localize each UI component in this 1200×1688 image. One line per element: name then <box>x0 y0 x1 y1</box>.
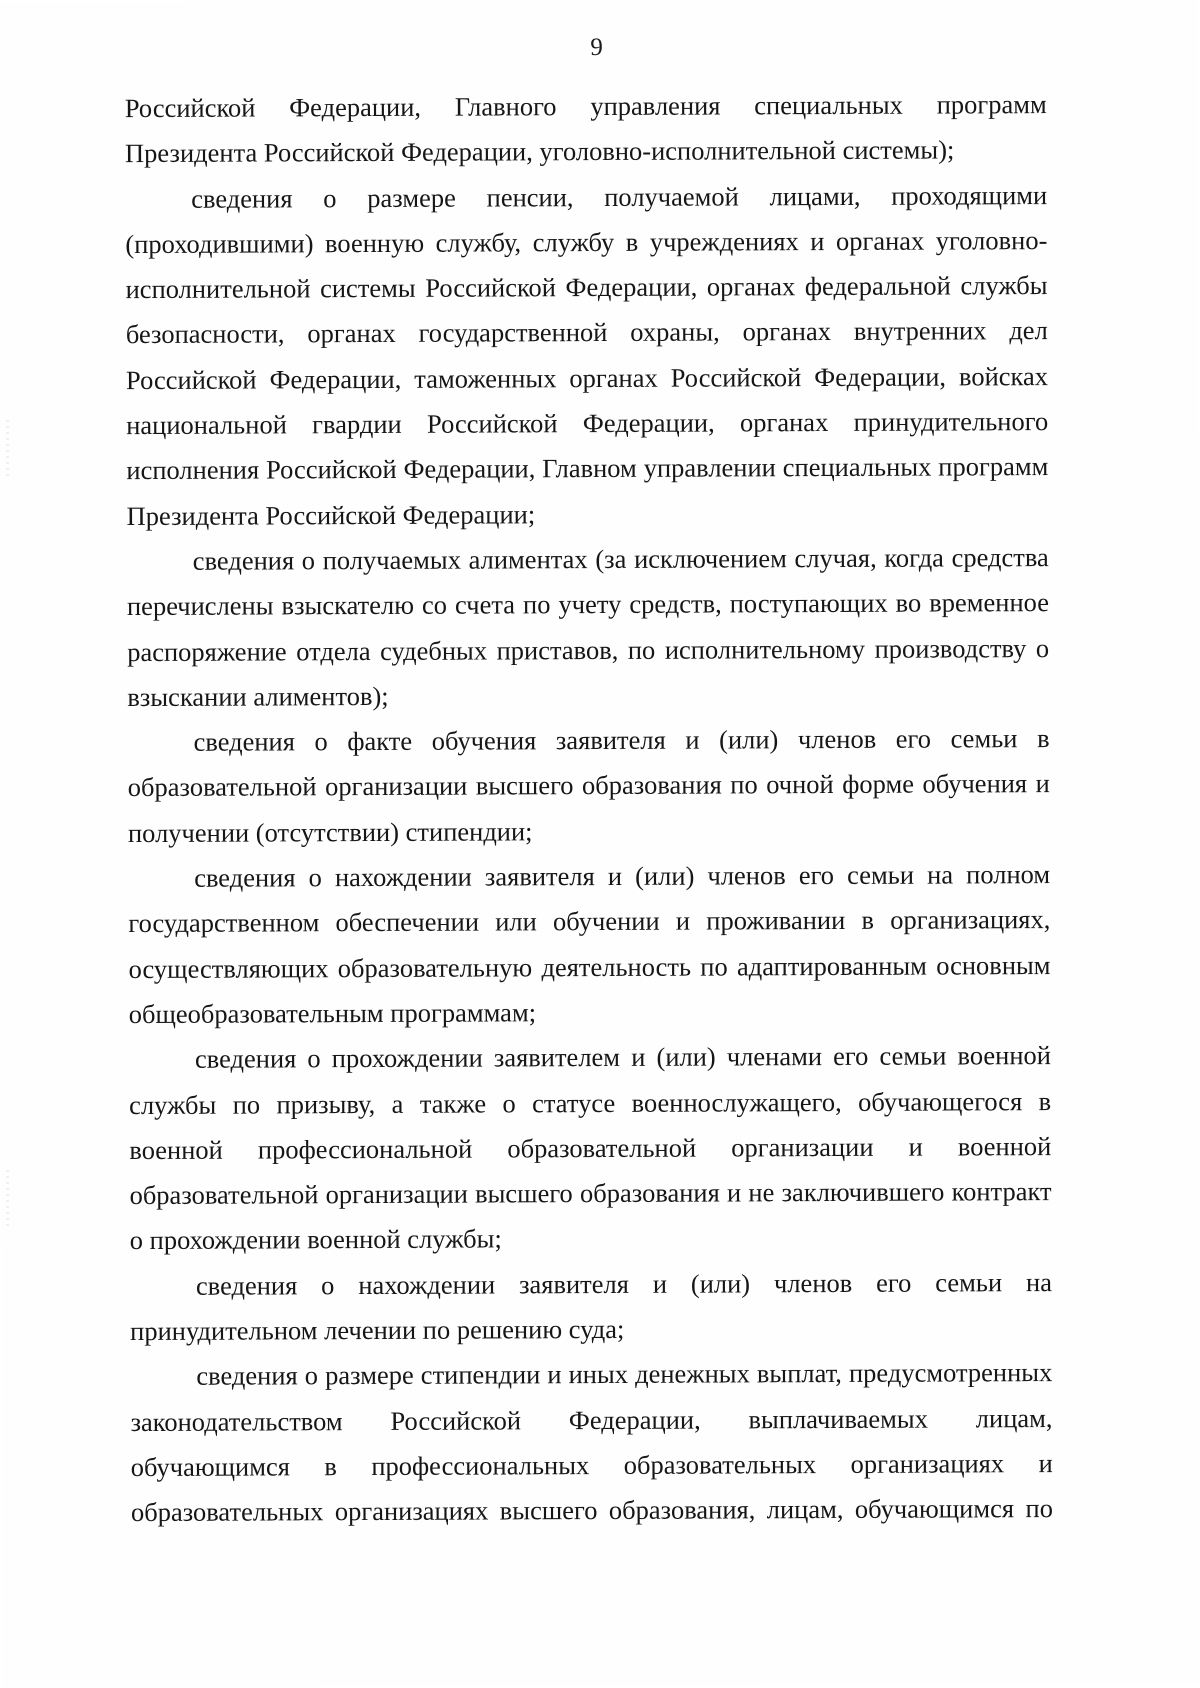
scan-artifact <box>6 1170 9 1230</box>
paragraph-scholarship: сведения о размере стипендии и иных денежных выплат, предусмотренных законодательством Российской Федерации, выплачиваемых лицам, обучающимся в профессиональных образовательных организациях и образовательных организациях высшего образования, лицам, обучающимся по <box>130 1357 1053 1528</box>
paragraph-study: сведения о факте обучения заявителя и (или) членов его семьи в образовательной организации высшего образования по очной форме обучения и получении (отсутствии) стипендии; <box>127 723 1050 848</box>
scan-artifact <box>6 420 9 480</box>
document-body <box>125 82 1053 1536</box>
paragraph-state-support: сведения о нахождении заявителя и (или) членов его семьи на полном государственном обеспечении или обучении и проживании в организациях, осуществляющих образовательную деятельность по адаптированным основным общеобразовательным программам; <box>128 859 1051 1029</box>
paragraph-pension: сведения о размере пенсии, получаемой лицами, проходящими (проходившими) военную службу, службу в учреждениях и органах уголовно-исполнительной системы Российской Федерации, органах федеральной службы безопасности, органах государственной охраны, органах внутренних дел Российской Федерации, таможенных органах Российской Федерации, войсках национальной гвардии Российской Федерации, органах принудительного исполнения Российской Федерации, Главном управлении специальных программ Президента Российской Федерации; <box>125 179 1049 531</box>
page-number: 9 <box>590 33 603 62</box>
paragraph-continuation: Российской Федерации, Главного управления специальных программ Президента Российской Федерации, уголовно-исполнительной системы); <box>124 89 1047 169</box>
paragraph-military-service: сведения о прохождении заявителем и (или) членами его семьи военной службы по призыву, а также о статусе военнослужащего, обучающегося в военной профессиональной образовательной организации и военной образовательной организации высшего образования и не заключившего контракт о прохождении военной службы; <box>129 1040 1052 1256</box>
paragraph-compulsory-treatment: сведения о нахождении заявителя и (или) членов его семьи на принудительном лечении по решению суда; <box>130 1266 1052 1347</box>
paragraph-alimony: сведения о получаемых алиментах (за исключением случая, когда средства перечислены взыскателю со счета по учету средств, поступающих во временное распоряжение отдела судебных приставов, по исполнительному производству о взыскании алиментов); <box>126 542 1050 712</box>
